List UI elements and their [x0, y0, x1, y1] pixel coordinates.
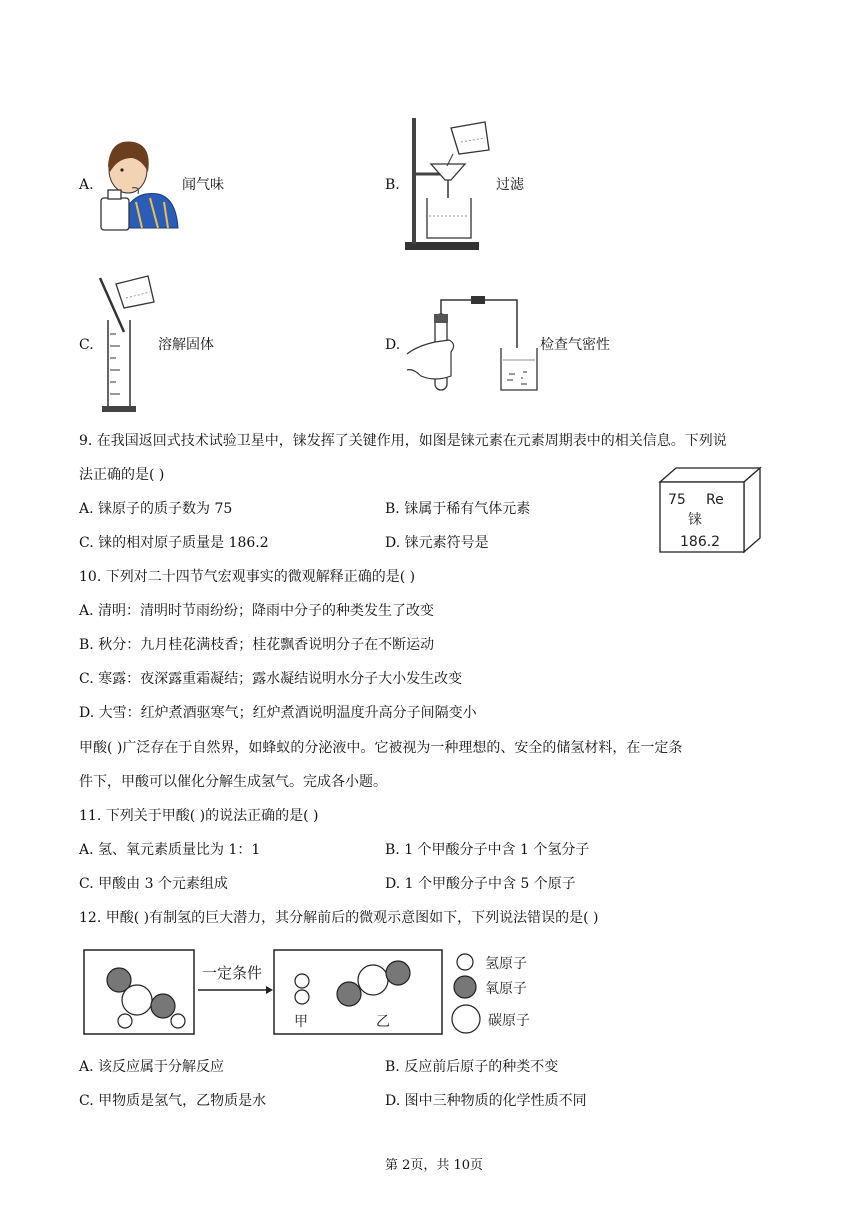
q11-option-c: C. 甲酸由 3 个元素组成 [79, 876, 228, 892]
q11-stem: 11. 下列关于甲酸( )的说法正确的是( ) [79, 808, 319, 824]
element-mass: 186.2 [680, 534, 721, 550]
carbon-atom [122, 985, 152, 1015]
q12-option-d: D. 图中三种物质的化学性质不同 [385, 1093, 587, 1109]
hydrogen-atom [295, 990, 309, 1004]
hydrogen-atom [295, 974, 309, 988]
q10-option-c: C. 寒露：夜深露重霜凝结；露水凝结说明水分子大小发生改变 [79, 671, 463, 687]
q10-option-a: A. 清明：清明时节雨纷纷；降雨中分子的种类发生了改变 [79, 603, 435, 619]
arrow-label: 一定条件 [202, 964, 263, 982]
option-b-label: 过滤 [496, 177, 524, 193]
carbon-atom [358, 965, 388, 995]
q11-option-a: A. 氢、氧元素质量比为 1：1 [79, 842, 261, 858]
dissolving-icon [98, 274, 160, 418]
q11-option-d: D. 1 个甲酸分子中含 5 个原子 [385, 876, 576, 892]
hydrogen-atom [171, 1014, 185, 1028]
element-card-rhenium [658, 466, 762, 560]
passage-line2: 件下，甲酸可以催化分解生成氢气。完成各小题。 [79, 774, 387, 790]
filtration-icon [403, 116, 495, 256]
q9-stem-line2: 法正确的是( ) [79, 467, 165, 483]
option-a-letter: A. [79, 177, 94, 193]
q12-option-c: C. 甲物质是氢气，乙物质是水 [79, 1093, 267, 1109]
q12-option-a: A. 该反应属于分解反应 [79, 1059, 225, 1075]
q9-option-c: C. 铼的相对原子质量是 186.2 [79, 535, 269, 551]
option-b-letter: B. [385, 177, 400, 193]
oxygen-atom [337, 982, 361, 1006]
legend-oxygen-icon [454, 976, 476, 998]
option-d-label: 检查气密性 [540, 337, 610, 353]
option-a-label: 闻气味 [182, 177, 224, 193]
q9-option-a: A. 铼原子的质子数为 75 [79, 501, 233, 517]
product-a-label: 甲 [294, 1014, 308, 1030]
q9-option-b: B. 铼属于稀有气体元素 [385, 501, 531, 517]
q10-option-d: D. 大雪：红炉煮酒驱寒气；红炉煮酒说明温度升高分子间隔变小 [79, 705, 477, 721]
airtightness-check-icon [405, 292, 545, 398]
q11-option-b: B. 1 个甲酸分子中含 1 个氢分子 [385, 842, 590, 858]
legend-oxygen: 氧原子 [485, 981, 527, 997]
q9-stem-line1: 9. 在我国返回式技术试验卫星中，铼发挥了关键作用，如图是铼元素在元素周期表中的相关信息。下列说 [79, 433, 727, 449]
page-footer: 第 2页，共 10页 [384, 1158, 484, 1173]
option-c-label: 溶解固体 [158, 337, 214, 353]
element-name: 铼 [688, 512, 702, 528]
product-b-label: 乙 [376, 1014, 390, 1030]
q9-option-d: D. 铼元素符号是 [385, 535, 489, 551]
element-number: 75 [668, 492, 686, 508]
legend-hydrogen: 氢原子 [485, 956, 527, 972]
hydrogen-atom [118, 1014, 132, 1028]
q12-stem: 12. 甲酸( )有制氢的巨大潜力，其分解前后的微观示意图如下，下列说法错误的是( ) [79, 910, 599, 926]
oxygen-atom [151, 994, 175, 1018]
q10-stem: 10. 下列对二十四节气宏观事实的微观解释正确的是( ) [79, 569, 416, 585]
legend-hydrogen-icon [457, 954, 473, 970]
q12-option-b: B. 反应前后原子的种类不变 [385, 1059, 559, 1075]
legend-carbon-icon [452, 1005, 480, 1033]
oxygen-atom [386, 961, 410, 985]
smelling-icon [98, 136, 180, 238]
legend-carbon: 碳原子 [488, 1013, 530, 1029]
option-d-letter: D. [385, 337, 401, 353]
reaction-diagram [80, 946, 550, 1042]
q10-option-b: B. 秋分：九月桂花满枝香；桂花飘香说明分子在不断运动 [79, 637, 435, 653]
option-c-letter: C. [79, 337, 94, 353]
element-symbol: Re [706, 492, 724, 508]
passage-line1: 甲酸( )广泛存在于自然界，如蜂蚁的分泌液中。它被视为一种理想的、安全的储氢材料，在一定条 [79, 740, 683, 756]
